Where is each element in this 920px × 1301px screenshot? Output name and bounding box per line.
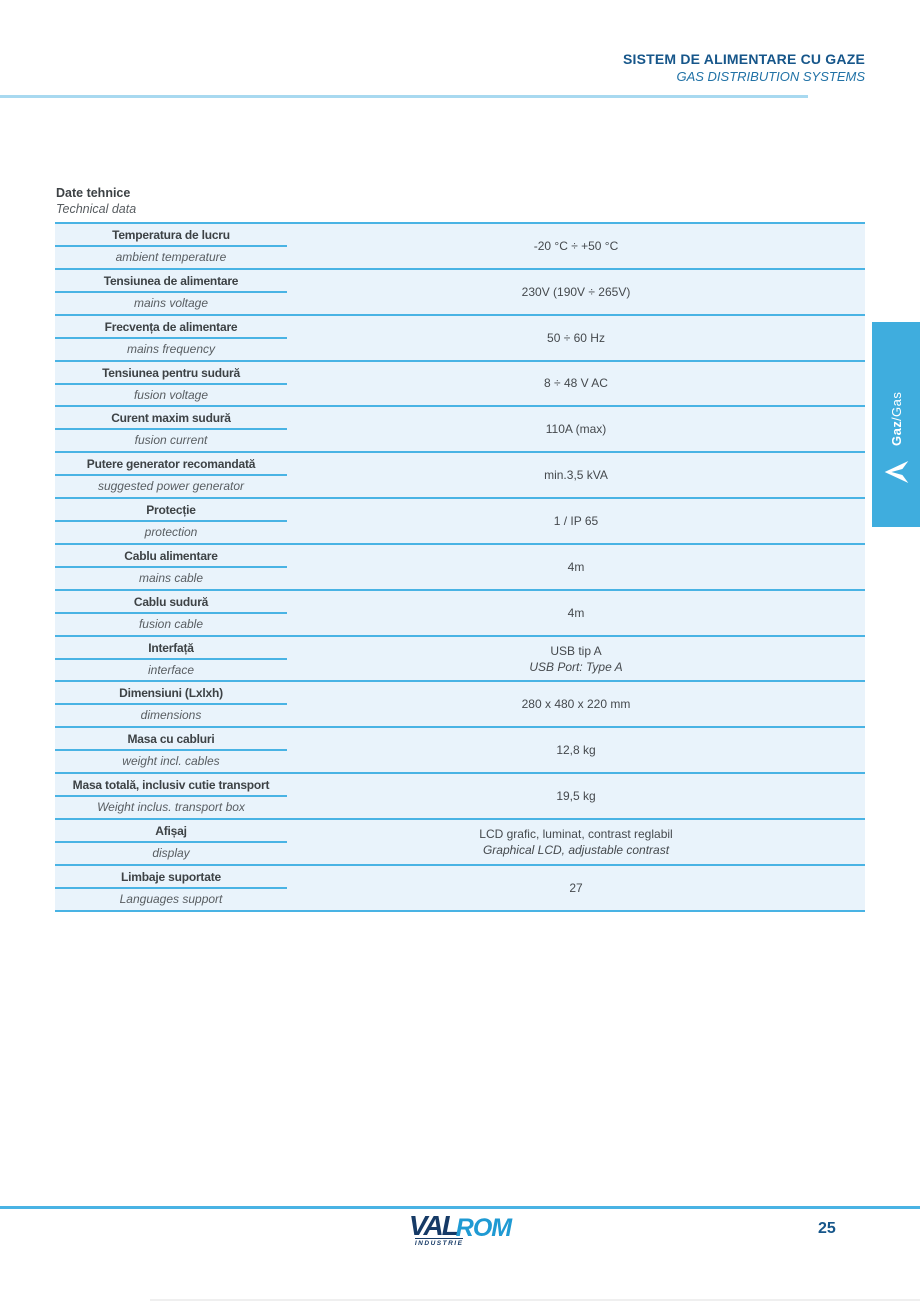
row-value: -20 °C ÷ +50 °C: [533, 238, 619, 253]
row-label-ro: Limbaje suportate: [121, 869, 221, 884]
row-value-cell: [287, 728, 865, 772]
row-value-cell: [287, 682, 865, 726]
row-label-ro: Protecție: [146, 503, 196, 518]
row-label-en: mains voltage: [133, 295, 209, 310]
row-value-cell: [287, 224, 865, 268]
header-title-en: GAS DISTRIBUTION SYSTEMS: [676, 69, 865, 84]
row-value-cell: [287, 820, 865, 864]
header-divider: [0, 95, 808, 98]
row-value: USB tip A: [550, 643, 602, 658]
row-label-cell: [55, 774, 287, 818]
table-row: [55, 772, 865, 818]
row-value: 4m: [567, 605, 585, 620]
table-row: [55, 680, 865, 726]
header-title-ro: SISTEM DE ALIMENTARE CU GAZE: [622, 51, 865, 67]
chapter-tab-label-en: Gas: [888, 391, 904, 417]
table-row: [55, 635, 865, 681]
row-label-en: display: [152, 845, 190, 860]
footer-divider: [0, 1206, 920, 1209]
row-value-cell: [287, 362, 865, 406]
row-label-cell: [55, 545, 287, 589]
chapter-tab-label-ro: Gaz: [888, 420, 904, 446]
row-label-en: dimensions: [140, 708, 202, 723]
table-row: [55, 726, 865, 772]
row-label-ro: Curent maxim sudură: [111, 411, 231, 426]
row-label-cell: [55, 453, 287, 497]
row-value: 110A (max): [545, 422, 607, 437]
row-value-cell: [287, 316, 865, 360]
row-label-cell: [55, 224, 287, 268]
row-value: min.3,5 kVA: [544, 468, 608, 483]
row-value: 1 / IP 65: [553, 513, 599, 528]
row-label-en: mains frequency: [126, 341, 216, 356]
row-label-ro: Dimensiuni (Lxlxh): [119, 686, 223, 701]
row-label-en: weight incl. cables: [122, 754, 220, 769]
row-value: LCD grafic, luminat, contrast reglabil: [479, 826, 673, 841]
valrom-logo: [0, 1210, 920, 1247]
row-value: 8 ÷ 48 V AC: [544, 376, 608, 391]
table-row: [55, 405, 865, 451]
row-label-cell: [55, 682, 287, 726]
row-label-en: mains cable: [138, 570, 204, 585]
row-value: 27: [569, 880, 583, 895]
chapter-tab-separator: /: [888, 416, 904, 421]
row-label-ro: Tensiunea de alimentare: [103, 273, 239, 288]
table-row: [55, 360, 865, 406]
row-value-cell: [287, 545, 865, 589]
row-label-en: protection: [144, 525, 198, 540]
table-row: [55, 268, 865, 314]
row-label-en: suggested power generator: [97, 479, 245, 494]
row-label-en: Weight inclus. transport box: [97, 800, 245, 815]
valrom-arrow-icon: [883, 460, 910, 489]
row-label-cell: [55, 316, 287, 360]
row-value: 12,8 kg: [556, 743, 596, 758]
row-value-cell: [287, 637, 865, 681]
row-label-cell: [55, 637, 287, 681]
row-label-ro: Temperatura de lucru: [112, 228, 230, 242]
row-label-en: fusion cable: [138, 616, 204, 631]
row-label-ro: Tensiunea pentru sudură: [102, 365, 240, 380]
row-label-cell: [55, 499, 287, 543]
row-value: 50 ÷ 60 Hz: [547, 330, 605, 345]
row-label-en: interface: [147, 662, 195, 677]
row-value-cell: [287, 866, 865, 910]
logo-val-text: VAL: [408, 1210, 457, 1241]
row-label-ro: Masa totală, inclusiv cutie transport: [72, 778, 270, 793]
row-value-en: USB Port: Type A: [529, 659, 623, 674]
table-row: [55, 222, 865, 268]
row-label-cell: [55, 270, 287, 314]
row-value-en: Graphical LCD, adjustable contrast: [482, 842, 670, 857]
row-value-cell: [287, 591, 865, 635]
chapter-tab-gaz[interactable]: [872, 322, 920, 527]
section-title-en: Technical data: [56, 202, 137, 216]
row-label-ro: Cablu alimentare: [124, 548, 218, 563]
row-value-cell: [287, 774, 865, 818]
logo-industrie-text: INDUSTRIE: [414, 1240, 464, 1247]
row-value: 230V (190V ÷ 265V): [521, 284, 631, 299]
logo-rom-text: ROM: [455, 1214, 512, 1242]
row-label-en: Languages support: [119, 891, 223, 906]
page-header: [623, 50, 865, 85]
table-row: [55, 451, 865, 497]
row-label-en: fusion voltage: [133, 387, 209, 402]
row-label-cell: [55, 591, 287, 635]
row-label-ro: Interfață: [148, 640, 194, 655]
table-row: [55, 818, 865, 864]
table-row: [55, 497, 865, 543]
table-row: [55, 864, 865, 910]
row-value-cell: [287, 453, 865, 497]
section-heading: [56, 185, 136, 217]
technical-data-table: [55, 222, 865, 912]
table-row: [55, 589, 865, 635]
row-label-cell: [55, 866, 287, 910]
chapter-tab-label: [889, 354, 904, 446]
row-value-cell: [287, 499, 865, 543]
page-number: 25: [818, 1220, 836, 1237]
row-label-en: ambient temperature: [115, 250, 227, 264]
row-label-ro: Afișaj: [155, 823, 187, 838]
row-label-cell: [55, 407, 287, 451]
table-row: [55, 314, 865, 360]
row-label-ro: Masa cu cabluri: [127, 732, 215, 747]
section-title-ro: Date tehnice: [56, 186, 131, 200]
row-label-ro: Frecvența de alimentare: [104, 319, 238, 334]
row-value-cell: [287, 407, 865, 451]
row-label-ro: Putere generator recomandată: [86, 457, 256, 472]
row-value-cell: [287, 270, 865, 314]
row-label-ro: Cablu sudură: [133, 594, 209, 609]
row-value: 4m: [567, 559, 585, 574]
row-label-cell: [55, 728, 287, 772]
row-value: 19,5 kg: [556, 789, 596, 804]
row-label-en: fusion current: [134, 433, 208, 448]
row-label-cell: [55, 362, 287, 406]
row-value: 280 x 480 x 220 mm: [521, 697, 631, 712]
table-row: [55, 543, 865, 589]
row-label-cell: [55, 820, 287, 864]
